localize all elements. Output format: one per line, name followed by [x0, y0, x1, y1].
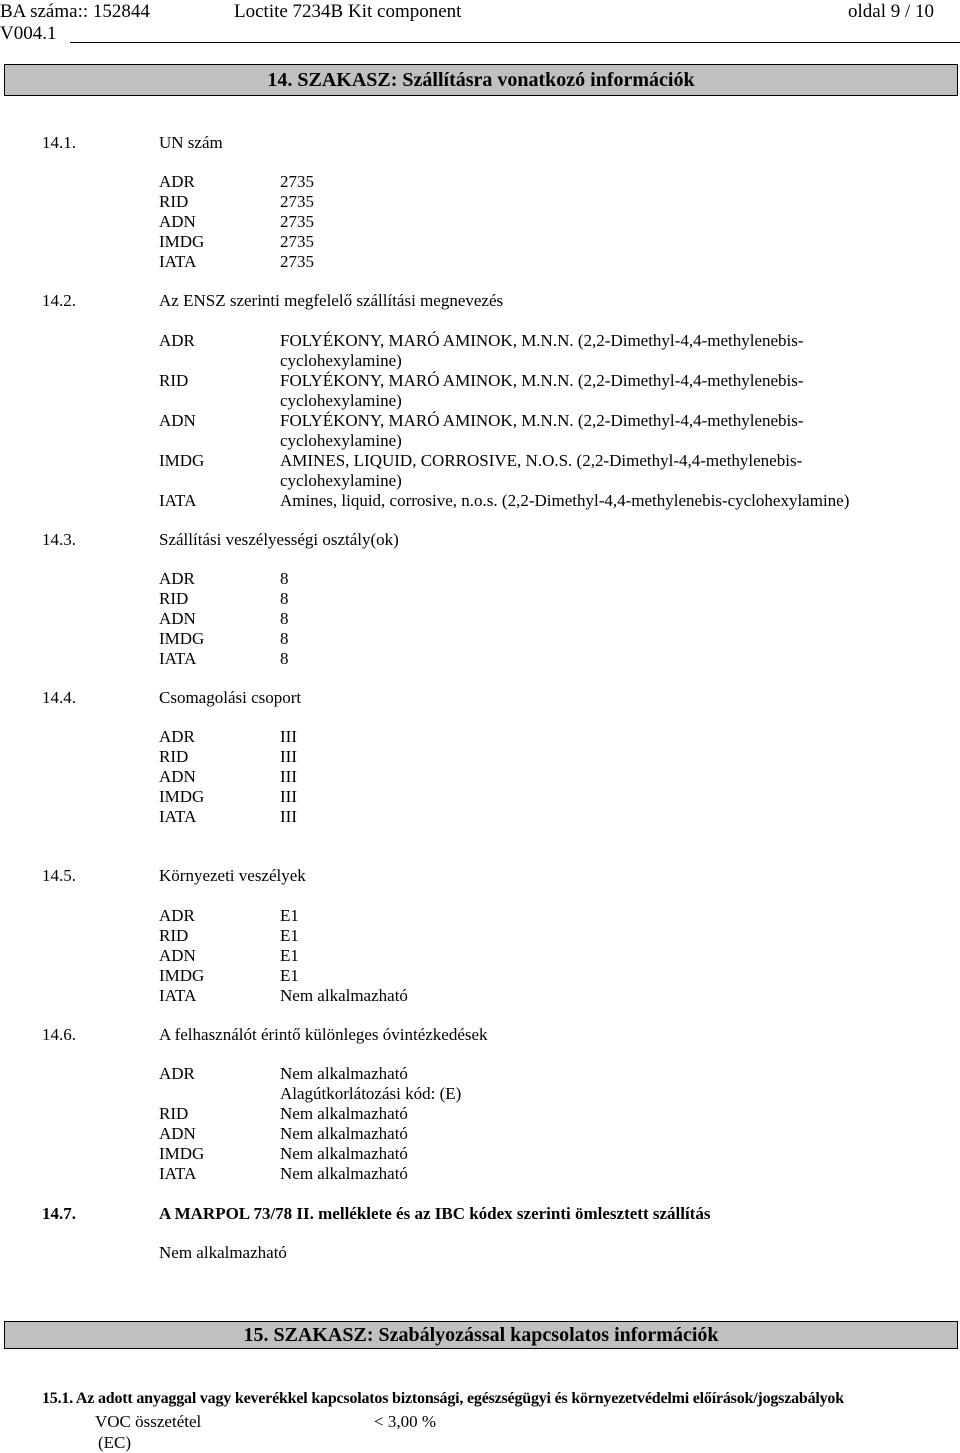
s14-5-number: 14.5.: [42, 866, 76, 885]
packing-group: III: [280, 747, 297, 766]
product-name: Loctite 7234B Kit component: [234, 1, 462, 22]
mode-label: ADR: [159, 569, 195, 588]
packing-group: III: [280, 787, 297, 806]
special-precaution: Nem alkalmazható: [280, 1064, 408, 1083]
section-14-banner: [4, 64, 958, 96]
mode-label: ADR: [159, 331, 195, 350]
mode-label: IATA: [159, 1164, 197, 1183]
mode-label: IATA: [159, 491, 197, 510]
s14-3-title: Szállítási veszélyességi osztály(ok): [159, 530, 399, 549]
packing-group: III: [280, 807, 297, 826]
version: V004.1: [0, 23, 57, 44]
shipping-name: FOLYÉKONY, MARÓ AMINOK, M.N.N. (2,2-Dimethyl-4,4-methylenebis-: [280, 411, 804, 430]
environmental-hazard: E1: [280, 946, 299, 965]
hazard-class: 8: [280, 629, 289, 648]
voc-label-ec: (EC): [98, 1433, 132, 1452]
s14-4-number: 14.4.: [42, 688, 76, 707]
environmental-hazard: E1: [280, 966, 299, 985]
s14-7-title: A MARPOL 73/78 II. melléklete és az IBC kódex szerinti ömlesztett szállítás: [159, 1204, 711, 1223]
s14-6-number: 14.6.: [42, 1025, 76, 1044]
section-15-banner: [4, 1321, 958, 1349]
s14-6-title: A felhasználót érintő különleges óvintézkedések: [159, 1025, 488, 1044]
mode-label: ADN: [159, 946, 196, 965]
mode-label: IMDG: [159, 966, 205, 985]
s14-1-number: 14.1.: [42, 133, 76, 152]
hazard-class: 8: [280, 609, 289, 628]
mode-label: IMDG: [159, 629, 205, 648]
section-14-title: 14. SZAKASZ: Szállításra vonatkozó információk: [267, 69, 695, 91]
mode-label: IMDG: [159, 787, 205, 806]
shipping-name: FOLYÉKONY, MARÓ AMINOK, M.N.N. (2,2-Dimethyl-4,4-methylenebis-: [280, 331, 804, 350]
un-number: 2735: [280, 192, 314, 211]
s14-1-title: UN szám: [159, 133, 223, 152]
bulk-transport-value: Nem alkalmazható: [159, 1243, 287, 1262]
special-precaution: Nem alkalmazható: [280, 1144, 408, 1163]
shipping-name: AMINES, LIQUID, CORROSIVE, N.O.S. (2,2-Dimethyl-4,4-methylenebis-: [280, 451, 803, 470]
shipping-name: Amines, liquid, corrosive, n.o.s. (2,2-Dimethyl-4,4-methylenebis-cyclohexylamine): [280, 491, 850, 510]
special-precaution: Nem alkalmazható: [280, 1124, 408, 1143]
mode-label: ADR: [159, 727, 195, 746]
shipping-name: FOLYÉKONY, MARÓ AMINOK, M.N.N. (2,2-Dimethyl-4,4-methylenebis-: [280, 371, 804, 390]
mode-label: RID: [159, 926, 189, 945]
mode-label: IMDG: [159, 451, 205, 470]
shipping-name-cont: cyclohexylamine): [280, 391, 402, 410]
mode-label: RID: [159, 371, 189, 390]
s14-5-title: Környezeti veszélyek: [159, 866, 306, 885]
special-precaution: Nem alkalmazható: [280, 1164, 408, 1183]
special-precaution: Nem alkalmazható: [280, 1104, 408, 1123]
header-rule: [70, 42, 960, 43]
s14-2-number: 14.2.: [42, 291, 76, 310]
shipping-name-cont: cyclohexylamine): [280, 431, 402, 450]
hazard-class: 8: [280, 569, 289, 588]
s15-1-title: 15.1. Az adott anyaggal vagy keverékkel kapcsolatos biztonsági, egészségügyi és környezetvédelmi előírások/jogszabályok: [42, 1390, 844, 1407]
mode-label: IMDG: [159, 232, 205, 251]
mode-label: ADN: [159, 767, 196, 786]
packing-group: III: [280, 767, 297, 786]
un-number: 2735: [280, 172, 314, 191]
shipping-name-cont: cyclohexylamine): [280, 471, 402, 490]
mode-label: ADN: [159, 1124, 196, 1143]
environmental-hazard: E1: [280, 926, 299, 945]
tunnel-code: Alagútkorlátozási kód: (E): [280, 1084, 462, 1103]
mode-label: ADN: [159, 212, 196, 231]
s14-2-title: Az ENSZ szerinti megfelelő szállítási megnevezés: [159, 291, 504, 310]
mode-label: RID: [159, 192, 189, 211]
s14-4-title: Csomagolási csoport: [159, 688, 302, 707]
mode-label: IMDG: [159, 1144, 205, 1163]
mode-label: IATA: [159, 649, 197, 668]
section-15-title: 15. SZAKASZ: Szabályozással kapcsolatos információk: [243, 1324, 719, 1346]
environmental-hazard: E1: [280, 906, 299, 925]
hazard-class: 8: [280, 589, 289, 608]
shipping-name-cont: cyclohexylamine): [280, 351, 402, 370]
mode-label: IATA: [159, 807, 197, 826]
mode-label: RID: [159, 747, 189, 766]
voc-label: VOC összetétel: [95, 1412, 202, 1431]
packing-group: III: [280, 727, 297, 746]
mode-label: ADN: [159, 609, 196, 628]
s14-3-number: 14.3.: [42, 530, 76, 549]
mode-label: RID: [159, 589, 189, 608]
mode-label: ADR: [159, 1064, 195, 1083]
un-number: 2735: [280, 232, 314, 251]
ba-number: BA száma:: 152844: [0, 1, 150, 22]
s14-7-number: 14.7.: [42, 1204, 76, 1223]
mode-label: ADN: [159, 411, 196, 430]
mode-label: ADR: [159, 906, 195, 925]
mode-label: RID: [159, 1104, 189, 1123]
mode-label: IATA: [159, 252, 197, 271]
mode-label: ADR: [159, 172, 195, 191]
hazard-class: 8: [280, 649, 289, 668]
voc-value: < 3,00 %: [374, 1412, 436, 1431]
page-number: oldal 9 / 10: [848, 1, 935, 22]
un-number: 2735: [280, 252, 314, 271]
un-number: 2735: [280, 212, 314, 231]
mode-label: IATA: [159, 986, 197, 1005]
environmental-hazard: Nem alkalmazható: [280, 986, 408, 1005]
